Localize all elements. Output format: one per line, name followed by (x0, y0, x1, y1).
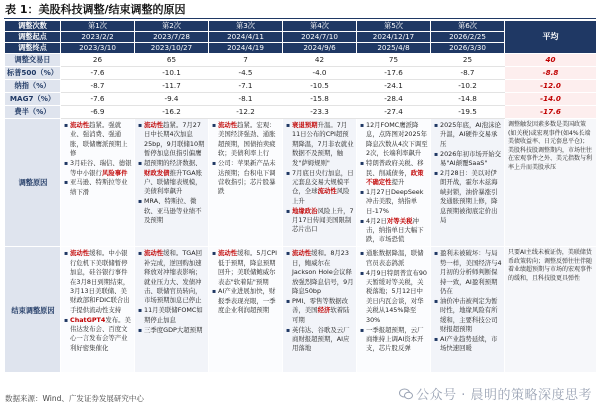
bullet-item (360, 269, 428, 325)
end-row-date: 2024/4/19 (209, 43, 283, 54)
start-row-date: 2026/2/25 (431, 32, 505, 43)
bullet-item (360, 159, 428, 187)
reasons-cell (431, 119, 505, 247)
end-row-date: 2023/10/27 (135, 43, 209, 54)
metric-value: -4.0 (283, 67, 357, 80)
bullet-text: 软着陆可期 (292, 306, 350, 324)
metric-value: -28.4 (357, 93, 431, 106)
bullet-text: MRA、特斯拉、微软、亚马逊等业绩不及预期 (144, 197, 202, 225)
average-header: 平均 (505, 21, 597, 54)
metric-average: -12.0 (505, 80, 597, 93)
bullet-item (360, 121, 428, 159)
bullet-item (138, 121, 206, 159)
bullet-text: 英伟达、谷歌及云厂商财报超预期，AI应用落地 (292, 325, 350, 353)
bullet-text: 亚马逊、特斯拉等业绩下滑 (70, 178, 128, 196)
metric-value: 42 (283, 54, 357, 67)
bullet-text: 趋紧。宏观：美国经济强劲、通胀超预期，国债拍卖疲软；美债利率上行 (218, 121, 276, 158)
title-rule (4, 18, 596, 19)
metric-value: -10.2 (431, 80, 505, 93)
metric-value: -27.4 (357, 106, 431, 119)
metric-value: -12.2 (209, 106, 283, 119)
start-row-date: 2023/7/28 (135, 32, 209, 43)
bullet-text: 趋紧。强就业、强消费、强通胀，联储鹰派预期上修 (70, 121, 128, 158)
metric-average: -17.6 (505, 106, 597, 119)
bullet-item (212, 249, 280, 287)
bullet-text: 缓和。TGA回补完成，逆回购加速释放对冲缩表影响；就业压力大、发债冲击、联储官员转向，市场预期加息已停止 (144, 249, 202, 305)
round-header: 第1次 (61, 21, 135, 32)
highlight-text: 财政发债 (144, 168, 170, 177)
endings-cell (209, 247, 283, 373)
metric-value: -19.5 (431, 106, 505, 119)
bullet-text: 2026年初市场开始交易"AI颠覆SaaS" (440, 149, 501, 168)
bullet-text: 发布。美伟达发布会、百度文心一言发布会等产业利好密集催化 (70, 315, 131, 352)
bullet-item (360, 326, 428, 354)
reasons-summary: 调整触发因素多数是美国政策(如关税)或宏观事件(如4%长端美债收益率、日元套息平仓)；美股科技股调整期内，市场往往在宏观事件之外、美元指数与利率上升而美股承压 (505, 119, 597, 247)
end-row-date: 2023/3/10 (61, 43, 135, 54)
metric-value: -9.4 (135, 93, 209, 106)
start-row-date: 2024/7/10 (283, 32, 357, 43)
metric-value: -7.6 (61, 93, 135, 106)
bullet-text: AI产业趋势延续，市场快速回暖 (440, 334, 498, 353)
bullet-text: 1月27日DeepSeek冲击美股，纳指单日-17% (366, 187, 424, 215)
bullet-item (64, 121, 132, 159)
end-row-date: 2024/9/6 (283, 43, 357, 54)
end-row-date: 2026/3/30 (431, 43, 505, 54)
highlight-text: 流动性 (144, 121, 164, 129)
round-header: 第2次 (135, 21, 209, 32)
bullet-item (286, 297, 354, 325)
reasons-cell (209, 119, 283, 247)
endings-cell (283, 247, 357, 373)
end-row-label: 调整终点 (5, 43, 61, 54)
reasons-cell (61, 119, 135, 247)
bullet-item (286, 169, 354, 207)
bullet-text: 2月28日：美以对伊朗开战，霍尔木兹海峡封锁，油价暴涨引发通胀预期上修，降息预期被彻底定价出局 (440, 169, 498, 225)
bullet-item (434, 297, 502, 335)
bullet-text: AI产业进展加快，财报季表现亮眼，一季度企业利润超预期 (218, 287, 276, 315)
bullet-item (360, 249, 428, 268)
start-row-date: 2024/4/11 (209, 32, 283, 43)
bullet-text: 三季度GDP大超预期 (144, 325, 203, 334)
metric-value: -17.6 (357, 67, 431, 80)
bullet-text: 特朗普政府关税、移民、削减债务， (366, 159, 424, 177)
bullet-item (434, 150, 502, 169)
highlight-text: 地缘政治 (292, 206, 318, 215)
highlight-text: 流动性 (218, 121, 238, 129)
bullet-item (434, 121, 502, 149)
bullet-item (286, 207, 354, 235)
endings-cell (61, 247, 135, 373)
metric-label: 调整交易日 (5, 54, 61, 67)
bullet-item (64, 249, 132, 315)
endings-cell (431, 247, 505, 373)
reasons-cell (357, 119, 431, 247)
metric-value: -7.6 (61, 67, 135, 80)
highlight-text: 流动性 (317, 187, 337, 196)
bullet-text: 盈利未被破坏：与局势一样，美国经济与4月初的分析师判断保持一致，AI盈利预期仍在 (440, 249, 502, 295)
bullet-text: 7月底日央行加息，日元套息交易大规模平仓，全球 (292, 168, 354, 196)
metric-value: 65 (135, 54, 209, 67)
bullet-text: 缓和。5月CPI低于预期，降息预期回升；美联储鲍威尔表态"软着陆"预期 (218, 249, 278, 286)
bullet-item (138, 326, 206, 335)
bullet-text: 提升 (391, 177, 405, 186)
highlight-text: 流动性 (70, 249, 90, 258)
bullet-item (434, 249, 502, 296)
end-row-date: 2025/4/8 (357, 43, 431, 54)
bullet-text: 一季报超预期，云厂商维持上调AI资本开支，芯片股反弹 (366, 325, 424, 353)
figure-title: 表 1：美股科技调整/结束调整的原因 (5, 3, 186, 16)
reasons-cell (135, 119, 209, 247)
highlight-text: 衰退预期 (292, 121, 318, 129)
round-header: 第3次 (209, 21, 283, 32)
reasons-label: 调整原因 (5, 119, 61, 247)
bullet-text: 冲击，纳指单日大幅下跌，市场恐慌 (366, 216, 424, 244)
bullet-text: 公司：苹果新产品未达预期；台积电下调营收指引；芯片股暴跌 (218, 159, 276, 196)
bullet-text: 缓和。8月23日，鲍威尔在Jackson Hole会议释放强烈降息信号，9月降息50bp (292, 249, 354, 295)
metric-value: 75 (357, 54, 431, 67)
bullet-item (212, 287, 280, 315)
header-label: 调整次数 (5, 21, 61, 32)
watermark (399, 387, 592, 405)
bullet-text: PMI、零售等数据改善，美国 (292, 296, 348, 315)
reasons-cell (283, 119, 357, 247)
bullet-text: 4月2日 (366, 216, 387, 225)
bullet-item (138, 306, 206, 325)
round-header: 第4次 (283, 21, 357, 32)
highlight-text: 流动性 (144, 249, 164, 258)
bullet-text: 缓和。中小银行危机下美联储暂停加息，硅谷银行事件在3月8日到期结束，3月13日美联储、美财政部和FDIC联合出手提供流动性支持 (70, 249, 130, 314)
bullet-text: 油价冲击被判定为暂时性，地缘风险有所缓和，主要科技公司财报超预期 (440, 296, 498, 334)
bullet-item (212, 121, 280, 159)
bullet-text: 推升TGA账户、联储缩表规模，美债利率飙升 (144, 168, 202, 196)
bullet-item (64, 178, 132, 197)
bullet-text: 11月美联储FOMC如期停止加息 (144, 306, 203, 324)
bullet-item (286, 121, 354, 168)
highlight-text: ChatGPT4 (70, 315, 106, 324)
bullet-item (434, 169, 502, 225)
bullet-text: 12月FOMC鹰派降息，点阵图对2025年降息次数从4次下调至2次，长端利率飙升 (366, 121, 428, 158)
bullet-text: 风险上升，7月17日传闻美国限制芯片出口 (292, 206, 354, 234)
bullet-item (360, 188, 428, 216)
round-header: 第5次 (357, 21, 431, 32)
bullet-text: 升温。7月11日公布的CPI超预期降温，7月非农就业数据不及预期，触发"萨姆规则" (292, 121, 354, 167)
metric-value: -10.1 (135, 67, 209, 80)
metric-label: 纳指（%） (5, 80, 61, 93)
metric-value: -14.8 (431, 93, 505, 106)
highlight-text: 流动性 (70, 121, 90, 129)
highlight-text: 风险事件 (101, 168, 128, 177)
metric-label: MAG7（%） (5, 93, 61, 106)
metric-value: -8.7 (61, 80, 135, 93)
bullet-item (138, 159, 206, 197)
wechat-icon (399, 388, 413, 400)
metric-value: -8.7 (431, 67, 505, 80)
highlight-text: 政策不确定性 (366, 168, 424, 186)
metric-value: 25 (431, 54, 505, 67)
bullet-text: 趋紧。7月27日中长期4次加息25bp，9月联储10期暂停加息但指引偏鹰 (144, 121, 205, 158)
endings-cell (357, 247, 431, 373)
bullet-item (286, 326, 354, 354)
metric-value: -24.1 (357, 80, 431, 93)
metric-value: 26 (61, 54, 135, 67)
highlight-text: 流动性 (292, 249, 312, 258)
metric-average: 40 (505, 54, 597, 67)
metric-value: -15.8 (283, 93, 357, 106)
bullet-item (212, 159, 280, 197)
bullet-item (286, 249, 354, 296)
metric-label: 标普500（%） (5, 67, 61, 80)
metric-value: -8.1 (209, 93, 283, 106)
metric-value: -10.5 (283, 80, 357, 93)
metric-label: 费半（%） (5, 106, 61, 119)
bullet-item (64, 316, 132, 354)
metric-value: 7 (209, 54, 283, 67)
bullet-item (434, 335, 502, 354)
highlight-text: 经济 (317, 306, 331, 315)
highlight-text: 流动性 (218, 249, 238, 258)
bullet-text: 风险上升 (292, 187, 350, 205)
metric-value: -16.2 (135, 106, 209, 119)
source-note: 数据来源：Wind、广发证券发展研究中心 (5, 394, 144, 403)
metric-value: -6.9 (61, 106, 135, 119)
endings-summary: 只要AI主线未被证伪，美联储货币政策转向；调整反弹往往伴随着业绩超预期与市场的宏观事件的缓和，且科技股更具弹性 (505, 247, 597, 373)
bullet-item (138, 197, 206, 225)
round-header: 第6次 (431, 21, 505, 32)
bullet-text: 3月硅谷、瑞信、德银等中小银行 (70, 159, 132, 177)
metric-value: -23.3 (283, 106, 357, 119)
metric-average: -8.8 (505, 67, 597, 80)
start-row-label: 调整起点 (5, 32, 61, 43)
bullet-text: 通胀数据降温，联储官员表态鸽派 (366, 249, 424, 267)
bullet-text: 4月9日特朗普宣布90天暂缓对等关税，关税落地；5月12日中美日内瓦会谈，对华关税从145%降至30% (366, 268, 427, 324)
bullet-item (138, 249, 206, 305)
bullet-item (360, 217, 428, 245)
bullet-text: 2025年底，AI泡沫论升温，AI硬件交易承压 (440, 121, 501, 148)
metric-average: -14.0 (505, 93, 597, 106)
metric-value: -4.5 (209, 67, 283, 80)
adjustment-table (4, 20, 597, 373)
metric-value: -7.1 (209, 80, 283, 93)
endings-label: 结束调整原因 (5, 247, 61, 373)
endings-cell (135, 247, 209, 373)
metric-value: -11.7 (135, 80, 209, 93)
bullet-item (64, 159, 132, 178)
start-row-date: 2024/12/17 (357, 32, 431, 43)
watermark-text: 公众号 · 晨明的策略深度思考 (416, 388, 592, 403)
highlight-text: 对等关税 (386, 216, 413, 225)
start-row-date: 2023/2/2 (61, 32, 135, 43)
bullet-text: 超预期的经济数据、 (144, 159, 202, 168)
